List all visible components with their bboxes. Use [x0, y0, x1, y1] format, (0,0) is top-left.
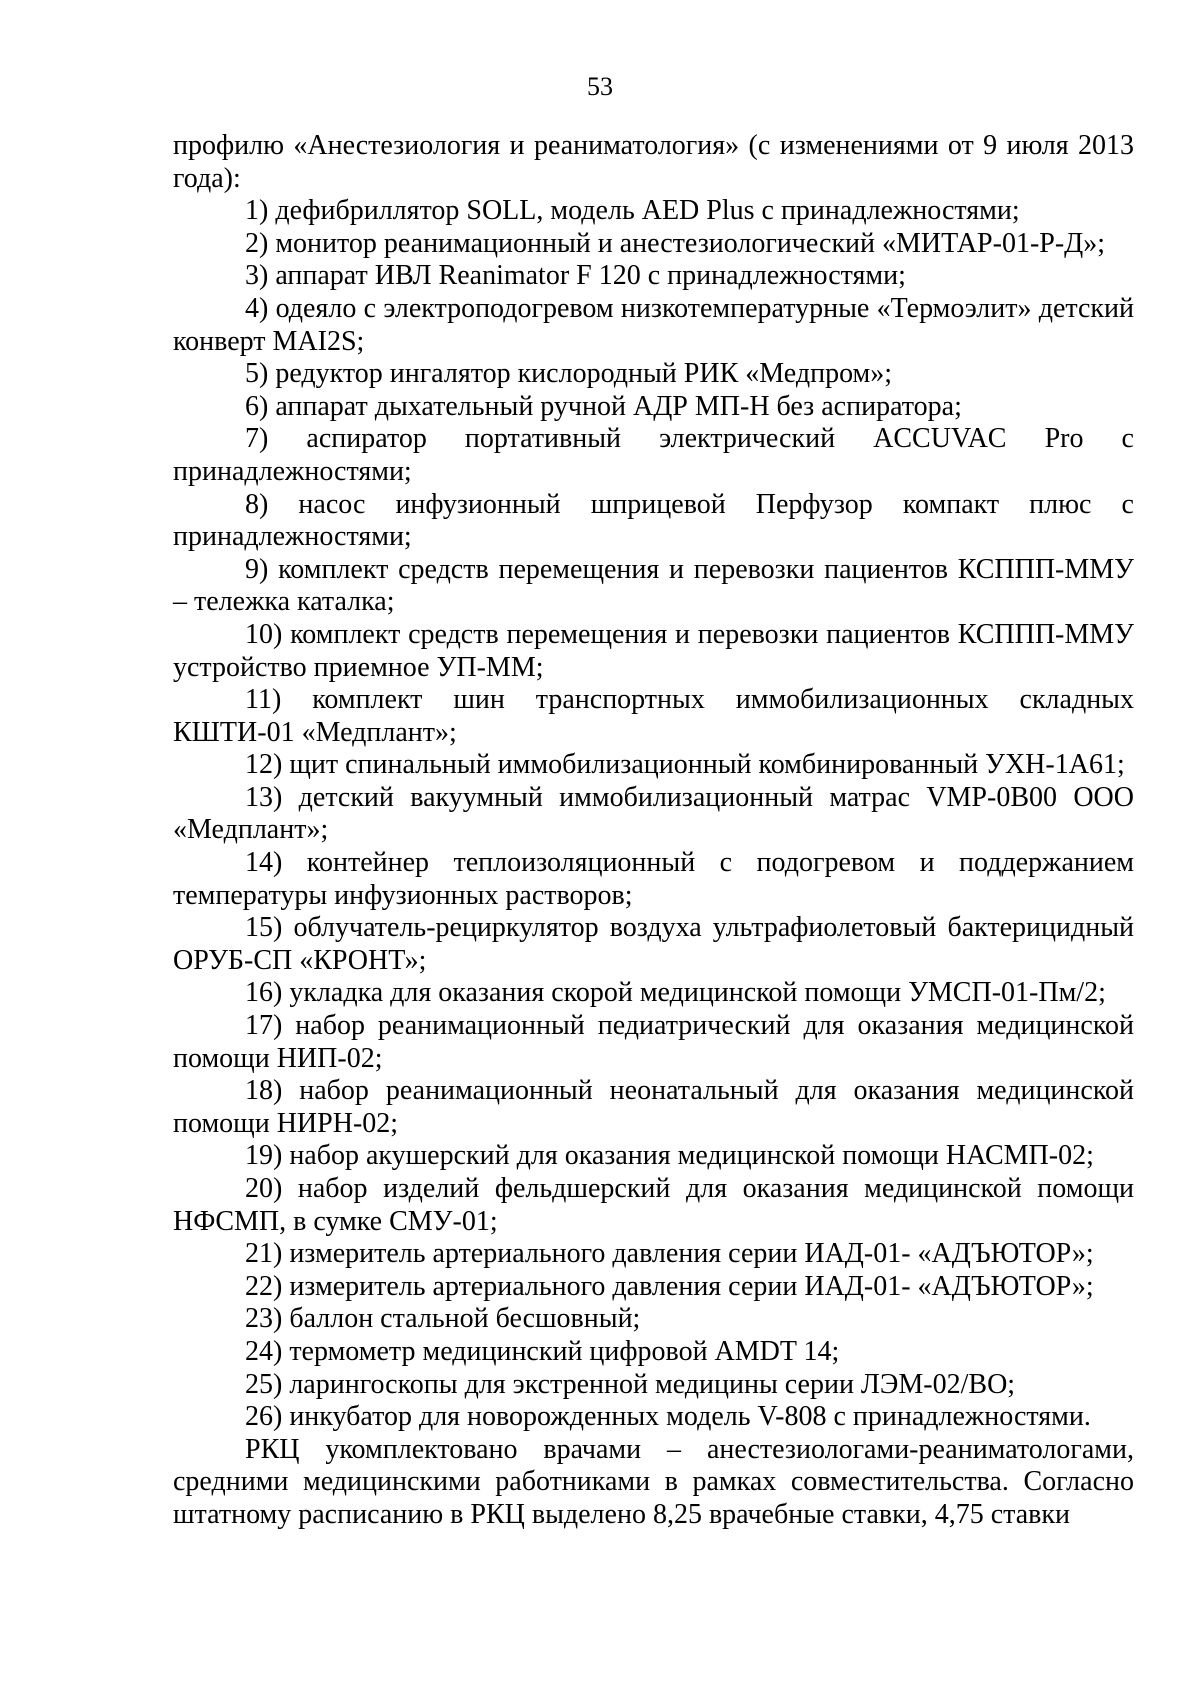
equipment-item-10: 10) комплект средств перемещения и перевозки пациентов КСППП-ММУ устройство приемное УП-ММ; [173, 618, 1134, 683]
intro-paragraph: профилю «Анестезиология и реаниматология» (с изменениями от 9 июля 2013 года): [173, 130, 1134, 194]
equipment-item-25: 25) ларингоскопы для экстренной медицины серии ЛЭМ-02/ВО; [245, 1368, 1016, 1400]
equipment-item-11: 11) комплект шин транспортных иммобилизационных складных КШТИ-01 «Медплант»; [173, 684, 1134, 748]
equipment-item-20: 20) набор изделий фельдшерский для оказания медицинской помощи НФСМП, в сумке СМУ-01; [173, 1173, 1134, 1237]
equipment-item-3: 3) аппарат ИВЛ Reanimator F 120 с принадлежностями; [245, 260, 906, 292]
equipment-item-22: 22) измеритель артериального давления серии ИАД-01- «АДЪЮТОР»; [245, 1270, 1094, 1302]
equipment-item-2: 2) монитор реанимационный и анестезиологический «МИТАР-01-Р-Д»; [245, 227, 1106, 259]
page-number: 53 [587, 72, 613, 101]
equipment-item-19: 19) набор акушерский для оказания медицинской помощи НАСМП-02; [245, 1140, 1094, 1172]
equipment-item-13: 13) детский вакуумный иммобилизационный матрас VMP-0B00 ООО «Медплант»; [173, 781, 1134, 846]
equipment-item-17: 17) набор реанимационный педиатрический для оказания медицинской помощи НИП-02; [173, 1010, 1134, 1074]
equipment-item-23: 23) баллон стальной бесшовный; [245, 1303, 641, 1335]
equipment-item-6: 6) аппарат дыхательный ручной АДР МП-Н без аспиратора; [245, 390, 962, 422]
equipment-item-14: 14) контейнер теплоизоляционный с подогревом и поддержанием температуры инфузионных растворов; [173, 847, 1134, 911]
equipment-item-16: 16) укладка для оказания скорой медицинской помощи УМСП-01-Пм/2; [245, 977, 1106, 1009]
equipment-item-8: 8) насос инфузионный шприцевой Перфузор компакт плюс с принадлежностями; [173, 488, 1134, 553]
equipment-item-4: 4) одеяло с электроподогревом низкотемпературные «Термоэлит» детский конверт MAI2S; [173, 292, 1134, 357]
equipment-item-12: 12) щит спинальный иммобилизационный комбинированный УХН-1А61; [245, 749, 1125, 781]
equipment-item-15: 15) облучатель-рециркулятор воздуха ультрафиолетовый бактерицидный ОРУБ-СП «КРОНТ»; [173, 912, 1134, 976]
equipment-item-24: 24) термометр медицинский цифровой AMDT 14; [245, 1335, 840, 1367]
equipment-item-21: 21) измеритель артериального давления серии ИАД-01- «АДЪЮТОР»; [245, 1238, 1094, 1270]
equipment-item-18: 18) набор реанимационный неонатальный для оказания медицинской помощи НИРН-02; [173, 1075, 1134, 1139]
document-body [173, 130, 1134, 1532]
staffing-paragraph: РКЦ укомплектовано врачами – анестезиологами-реаниматологами, средними медицинскими работниками в рамках совместительства. Согласно штатному расписанию в РКЦ выделено 8,25 врачебные ставки, 4,75 ставки [173, 1433, 1134, 1530]
equipment-item-1: 1) дефибриллятор SOLL, модель AED Plus с принадлежностями; [245, 195, 1020, 227]
equipment-item-9: 9) комплект средств перемещения и перевозки пациентов КСППП-ММУ – тележка каталка; [173, 553, 1134, 618]
equipment-item-5: 5) редуктор ингалятор кислородный РИК «Медпром»; [245, 358, 893, 390]
equipment-item-7: 7) аспиратор портативный электрический ACCUVAC Pro с принадлежностями; [173, 423, 1134, 487]
equipment-item-26: 26) инкубатор для новорожденных модель V-808 с принадлежностями. [245, 1401, 1091, 1433]
